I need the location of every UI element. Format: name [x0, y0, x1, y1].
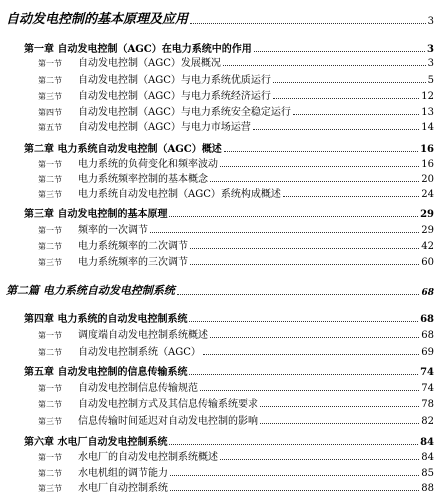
toc-chapter[interactable] [24, 310, 434, 325]
toc-section[interactable] [38, 412, 434, 427]
section-number: 第二节 [38, 242, 62, 251]
dot-leader [210, 337, 419, 338]
dot-leader [273, 82, 426, 83]
page-number: 29 [420, 209, 434, 220]
chapter-number: 第六章 [24, 437, 54, 448]
page-number: 24 [421, 189, 434, 200]
chapter-title: 电力系统自动发电控制（AGC）概述 [57, 144, 222, 155]
toc-section[interactable] [38, 118, 434, 133]
dot-leader [170, 490, 419, 491]
dot-leader [283, 196, 419, 197]
page-number: 60 [421, 257, 434, 268]
dot-leader [189, 321, 418, 322]
dot-leader [170, 475, 419, 476]
section-title: 频率的一次调节 [78, 225, 148, 236]
section-title: 电力系统频率的二次调节 [78, 241, 188, 252]
toc-section[interactable] [38, 395, 434, 410]
page-number: 84 [420, 437, 434, 448]
section-number: 第三节 [38, 258, 62, 267]
page-number: 16 [420, 144, 434, 155]
page-number: 68 [421, 288, 434, 298]
page-number: 68 [421, 330, 434, 341]
toc-section[interactable] [38, 237, 434, 252]
toc-section[interactable] [38, 253, 434, 268]
page-number: 3 [427, 58, 434, 69]
section-title: 信息传输时间延迟对自动发电控制的影响 [78, 416, 258, 427]
toc-section[interactable] [38, 326, 434, 341]
page-number: 74 [420, 367, 434, 378]
dot-leader [169, 216, 418, 217]
page-number: 84 [421, 452, 434, 463]
page-number: 29 [421, 225, 434, 236]
toc-section[interactable] [38, 170, 434, 185]
dot-leader [260, 423, 419, 424]
toc-section[interactable] [38, 221, 434, 236]
page-number: 82 [421, 416, 434, 427]
section-title: 电力系统频率的三次调节 [78, 257, 188, 268]
page-number: 42 [421, 241, 434, 252]
page-number: 5 [427, 75, 434, 86]
section-number: 第二节 [38, 469, 62, 478]
dot-leader [223, 65, 426, 66]
dot-leader [273, 98, 419, 99]
section-title: 自动发电控制（AGC）与电力系统优质运行 [78, 75, 271, 86]
toc-chapter[interactable] [24, 205, 434, 220]
toc-part[interactable] [6, 282, 434, 298]
dot-leader [150, 232, 419, 233]
section-title: 水电机组的调节能力 [78, 468, 168, 479]
toc-section[interactable] [38, 103, 434, 118]
section-number: 第三节 [38, 92, 62, 101]
section-title: 电力系统的负荷变化和频率波动 [78, 159, 218, 170]
section-number: 第一节 [38, 160, 62, 169]
dot-leader [200, 390, 419, 391]
section-title: 自动发电控制（AGC）与电力系统安全稳定运行 [78, 107, 291, 118]
section-number: 第二节 [38, 400, 62, 409]
page-number: 3 [427, 44, 434, 55]
chapter-title: 自动发电控制的基本原理 [57, 209, 168, 220]
page-number: 68 [420, 314, 434, 325]
toc-chapter[interactable] [24, 433, 434, 448]
dot-leader [293, 114, 419, 115]
part-title: 第二篇 电力系统自动发电控制系统 [6, 284, 175, 297]
page-number: 12 [421, 91, 434, 102]
dot-leader [254, 51, 425, 52]
dot-leader [190, 23, 426, 24]
section-number: 第一节 [38, 331, 62, 340]
section-title: 自动发电控制信息传输规范 [78, 383, 198, 394]
section-title: 自动发电控制（AGC）与电力系统经济运行 [78, 91, 271, 102]
toc-title-row [6, 8, 434, 27]
dot-leader [169, 444, 418, 445]
chapter-title: 水电厂自动发电控制系统 [57, 437, 168, 448]
document-title: 自动发电控制的基本原理及应用 [6, 12, 189, 27]
page-number: 13 [421, 107, 434, 118]
section-title: 自动发电控制系统（AGC） [78, 347, 201, 358]
toc-section[interactable] [38, 343, 434, 358]
section-number: 第五节 [38, 123, 62, 132]
section-title: 自动发电控制方式及其信息传输系统要求 [78, 399, 258, 410]
dot-leader [220, 166, 419, 167]
page-number: 78 [421, 399, 434, 410]
dot-leader [253, 129, 419, 130]
dot-leader [220, 459, 419, 460]
section-title: 自动发电控制（AGC）发展概况 [78, 58, 221, 69]
toc-chapter[interactable] [24, 40, 434, 55]
chapter-number: 第三章 [24, 209, 54, 220]
section-number: 第三节 [38, 190, 62, 199]
chapter-number: 第二章 [24, 144, 54, 155]
dot-leader [189, 374, 418, 375]
section-number: 第一节 [38, 59, 62, 68]
page-number: 14 [421, 122, 434, 133]
page-number: 3 [427, 16, 434, 27]
dot-leader [210, 181, 419, 182]
dot-leader [190, 248, 419, 249]
chapter-title: 自动发电控制（AGC）在电力系统中的作用 [57, 44, 252, 55]
toc-section[interactable] [38, 464, 434, 479]
page-number: 69 [421, 347, 434, 358]
chapter-title: 电力系统的自动发电控制系统 [57, 314, 188, 325]
chapter-title: 自动发电控制的信息传输系统 [57, 367, 188, 378]
section-title: 电力系统频率控制的基本概念 [78, 174, 208, 185]
section-number: 第四节 [38, 108, 62, 117]
dot-leader [190, 264, 419, 265]
toc-section[interactable] [38, 448, 434, 463]
section-number: 第一节 [38, 453, 62, 462]
chapter-number: 第一章 [24, 44, 54, 55]
toc-section[interactable] [38, 71, 434, 86]
toc-chapter[interactable] [24, 140, 434, 155]
dot-leader [203, 354, 419, 355]
page-number: 85 [421, 468, 434, 479]
toc-section[interactable] [38, 87, 434, 102]
section-title: 自动发电控制（AGC）与电力市场运营 [78, 122, 251, 133]
section-title: 电力系统自动发电控制（AGC）系统构成概述 [78, 189, 281, 200]
section-title: 水电厂的自动发电控制系统概述 [78, 452, 218, 463]
section-title: 调度端自动发电控制系统概述 [78, 330, 208, 341]
section-title: 水电厂自动控制系统 [78, 483, 168, 494]
dot-leader [260, 406, 419, 407]
toc-section[interactable] [38, 185, 434, 200]
page-number: 16 [421, 159, 434, 170]
page-number: 88 [421, 483, 434, 494]
section-number: 第一节 [38, 226, 62, 235]
dot-leader [177, 294, 420, 295]
toc-section[interactable] [38, 155, 434, 170]
section-number: 第二节 [38, 76, 62, 85]
toc-chapter[interactable] [24, 363, 434, 378]
chapter-number: 第五章 [24, 367, 54, 378]
section-number: 第二节 [38, 348, 62, 357]
section-number: 第一节 [38, 384, 62, 393]
dot-leader [224, 151, 418, 152]
page-number: 74 [421, 383, 434, 394]
section-number: 第三节 [38, 484, 62, 493]
section-number: 第三节 [38, 417, 62, 426]
chapter-number: 第四章 [24, 314, 54, 325]
toc-section[interactable] [38, 479, 434, 494]
page-number: 20 [421, 174, 434, 185]
toc-section[interactable] [38, 54, 434, 69]
toc-section[interactable] [38, 379, 434, 394]
section-number: 第二节 [38, 175, 62, 184]
